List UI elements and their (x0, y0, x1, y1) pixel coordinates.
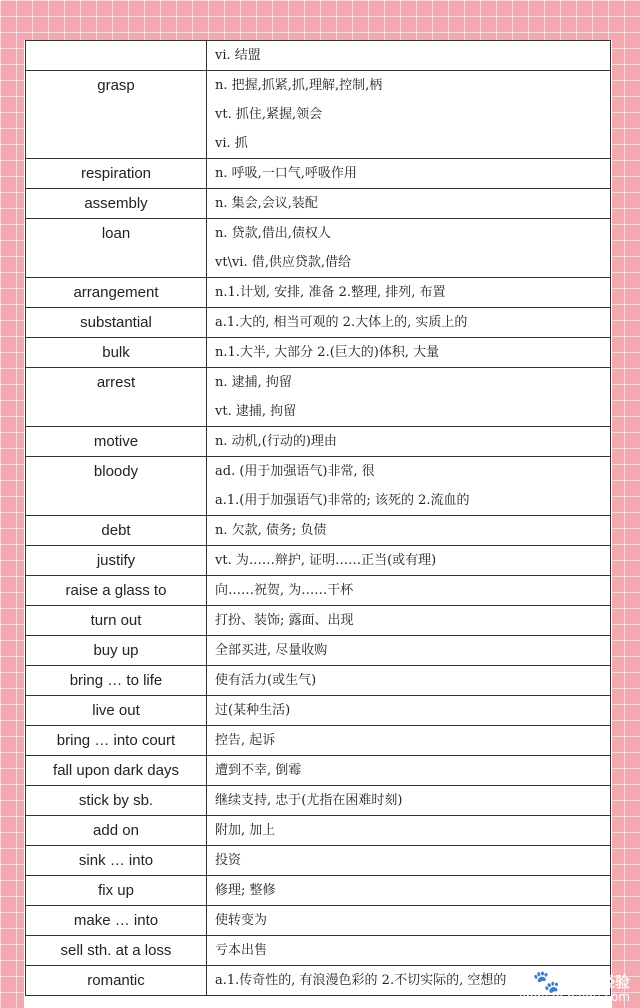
meaning-cell (207, 338, 611, 368)
word-cell (26, 71, 207, 159)
word-cell (26, 666, 207, 696)
word-cell (26, 308, 207, 338)
table-row (26, 726, 611, 756)
meaning-cell (207, 368, 611, 427)
meaning-line: vt. 逮捕, 拘留 (215, 404, 297, 419)
table-row (26, 666, 611, 696)
paw-logo-icon: 🐾 (532, 970, 561, 995)
word-text: turn out (90, 612, 142, 629)
meaning-line: n. 欠款, 债务; 负债 (215, 523, 327, 538)
meaning-cell (207, 41, 611, 71)
word-text: live out (92, 702, 140, 719)
word-text: add on (93, 822, 139, 839)
meaning-line: 投资 (215, 853, 242, 868)
meaning-cell (207, 159, 611, 189)
meaning-line: a.1.传奇性的, 有浪漫色彩的 2.不切实际的, 空想的 (215, 973, 507, 988)
table-row (26, 516, 611, 546)
word-cell (26, 338, 207, 368)
meaning-line: n. 贷款,借出,债权人 (215, 226, 331, 241)
word-text: romantic (87, 972, 145, 989)
table-row (26, 756, 611, 786)
table-row (26, 338, 611, 368)
meaning-line: n.1.计划, 安排, 准备 2.整理, 排列, 布置 (215, 285, 446, 300)
word-text: buy up (93, 642, 139, 659)
meaning-line: ad. (用于加强语气)非常, 很 (215, 464, 375, 479)
word-text: respiration (80, 165, 152, 182)
meaning-line: vt\vi. 借,供应贷款,借给 (215, 255, 351, 270)
meaning-line: 全部买进, 尽量收购 (215, 643, 328, 658)
word-cell (26, 606, 207, 636)
meaning-cell (207, 816, 611, 846)
word-cell (26, 427, 207, 457)
meaning-line: 附加, 加上 (215, 823, 276, 838)
table-row (26, 427, 611, 457)
meaning-line: vt. 抓住,紧握,领会 (215, 107, 323, 122)
meaning-line: n. 把握,抓紧,抓,理解,控制,柄 (215, 78, 383, 93)
meaning-line: 使转变为 (215, 913, 268, 928)
meaning-cell (207, 726, 611, 756)
meaning-cell (207, 457, 611, 516)
table-row (26, 278, 611, 308)
meaning-cell (207, 666, 611, 696)
word-cell (26, 876, 207, 906)
table-row (26, 876, 611, 906)
meaning-line: vt. 为……辩护, 证明……正当(或有理) (215, 553, 437, 568)
word-text: loan (101, 225, 131, 242)
word-text: fall upon dark days (53, 762, 179, 779)
table-row (26, 457, 611, 516)
table-row (26, 546, 611, 576)
word-cell (26, 756, 207, 786)
word-cell (26, 457, 207, 516)
word-cell (26, 846, 207, 876)
vocabulary-table (25, 40, 611, 996)
word-text (26, 41, 206, 70)
meaning-cell (207, 189, 611, 219)
document-sheet (24, 40, 612, 1008)
word-text: bring … to life (69, 672, 163, 689)
word-text: raise a glass to (65, 582, 167, 599)
word-text: fix up (98, 882, 134, 899)
word-cell (26, 159, 207, 189)
word-text: make … into (73, 912, 159, 929)
meaning-cell (207, 308, 611, 338)
word-cell (26, 368, 207, 427)
meaning-cell (207, 756, 611, 786)
word-text: assembly (84, 195, 148, 212)
table-row (26, 606, 611, 636)
word-cell (26, 786, 207, 816)
word-cell (26, 219, 207, 278)
table-row (26, 219, 611, 278)
table-row (26, 368, 611, 427)
meaning-line: 打扮、装饰; 露面、出现 (215, 613, 354, 628)
word-cell (26, 576, 207, 606)
meaning-cell (207, 71, 611, 159)
word-text: arrest (96, 374, 136, 391)
meaning-line: 过(某种生活) (215, 703, 291, 718)
word-cell (26, 696, 207, 726)
meaning-cell (207, 576, 611, 606)
word-text: sell sth. at a loss (60, 942, 172, 959)
word-text: stick by sb. (78, 792, 154, 809)
word-text: debt (101, 522, 131, 539)
table-row (26, 636, 611, 666)
table-row (26, 576, 611, 606)
meaning-cell (207, 876, 611, 906)
word-text: sink … into (78, 852, 154, 869)
meaning-line: n. 集会,会议,装配 (215, 196, 318, 211)
meaning-line: 亏本出售 (215, 943, 268, 958)
table-row (26, 846, 611, 876)
word-cell (26, 816, 207, 846)
table-row (26, 786, 611, 816)
meaning-cell (207, 427, 611, 457)
meaning-cell (207, 936, 611, 966)
meaning-line: vi. 结盟 (215, 48, 261, 63)
table-row (26, 308, 611, 338)
word-text: bring … into court (56, 732, 176, 749)
table-row (26, 189, 611, 219)
word-cell (26, 278, 207, 308)
meaning-cell (207, 846, 611, 876)
meaning-line: 控告, 起诉 (215, 733, 276, 748)
word-text: justify (96, 552, 136, 569)
meaning-line: a.1.大的, 相当可观的 2.大体上的, 实质上的 (215, 315, 468, 330)
table-row (26, 71, 611, 159)
meaning-line: vi. 抓 (215, 136, 248, 151)
table-row (26, 936, 611, 966)
word-cell (26, 636, 207, 666)
meaning-line: 遭到不幸, 倒霉 (215, 763, 302, 778)
watermark (519, 970, 630, 1005)
table-row (26, 159, 611, 189)
table-row (26, 41, 611, 71)
meaning-line: n. 动机,(行动的)理由 (215, 434, 337, 449)
word-text: bloody (93, 463, 139, 480)
meaning-cell (207, 278, 611, 308)
word-cell (26, 41, 207, 71)
meaning-line: n. 逮捕, 拘留 (215, 375, 292, 390)
meaning-line: 继续支持, 忠于(尤指在困难时刻) (215, 793, 403, 808)
meaning-cell (207, 636, 611, 666)
meaning-cell (207, 786, 611, 816)
meaning-cell (207, 219, 611, 278)
meaning-line: 使有活力(或生气) (215, 673, 317, 688)
word-cell (26, 726, 207, 756)
word-text: motive (93, 433, 139, 450)
word-text: substantial (80, 314, 152, 331)
table-row (26, 816, 611, 846)
word-cell (26, 189, 207, 219)
meaning-cell (207, 606, 611, 636)
meaning-cell (207, 516, 611, 546)
meaning-line: n. 呼吸,一口气,呼吸作用 (215, 166, 357, 181)
meaning-cell (207, 906, 611, 936)
word-cell (26, 516, 207, 546)
table-row (26, 696, 611, 726)
word-text: arrangement (73, 284, 159, 301)
meaning-line: 修理; 整修 (215, 883, 276, 898)
meaning-cell (207, 696, 611, 726)
table-row (26, 906, 611, 936)
word-text: grasp (97, 77, 135, 94)
word-text: bulk (102, 344, 130, 361)
meaning-cell (207, 546, 611, 576)
word-cell (26, 906, 207, 936)
watermark-brand: Bai 经验 (568, 972, 630, 991)
word-cell (26, 966, 207, 996)
word-cell (26, 546, 207, 576)
meaning-line: 向……祝贺, 为……干杯 (215, 583, 354, 598)
meaning-line: n.1.大半, 大部分 2.(巨大的)体积, 大量 (215, 345, 440, 360)
word-cell (26, 936, 207, 966)
meaning-line: a.1.(用于加强语气)非常的; 该死的 2.流血的 (215, 493, 470, 508)
watermark-url: jingyan.baidu.com (519, 990, 630, 1004)
